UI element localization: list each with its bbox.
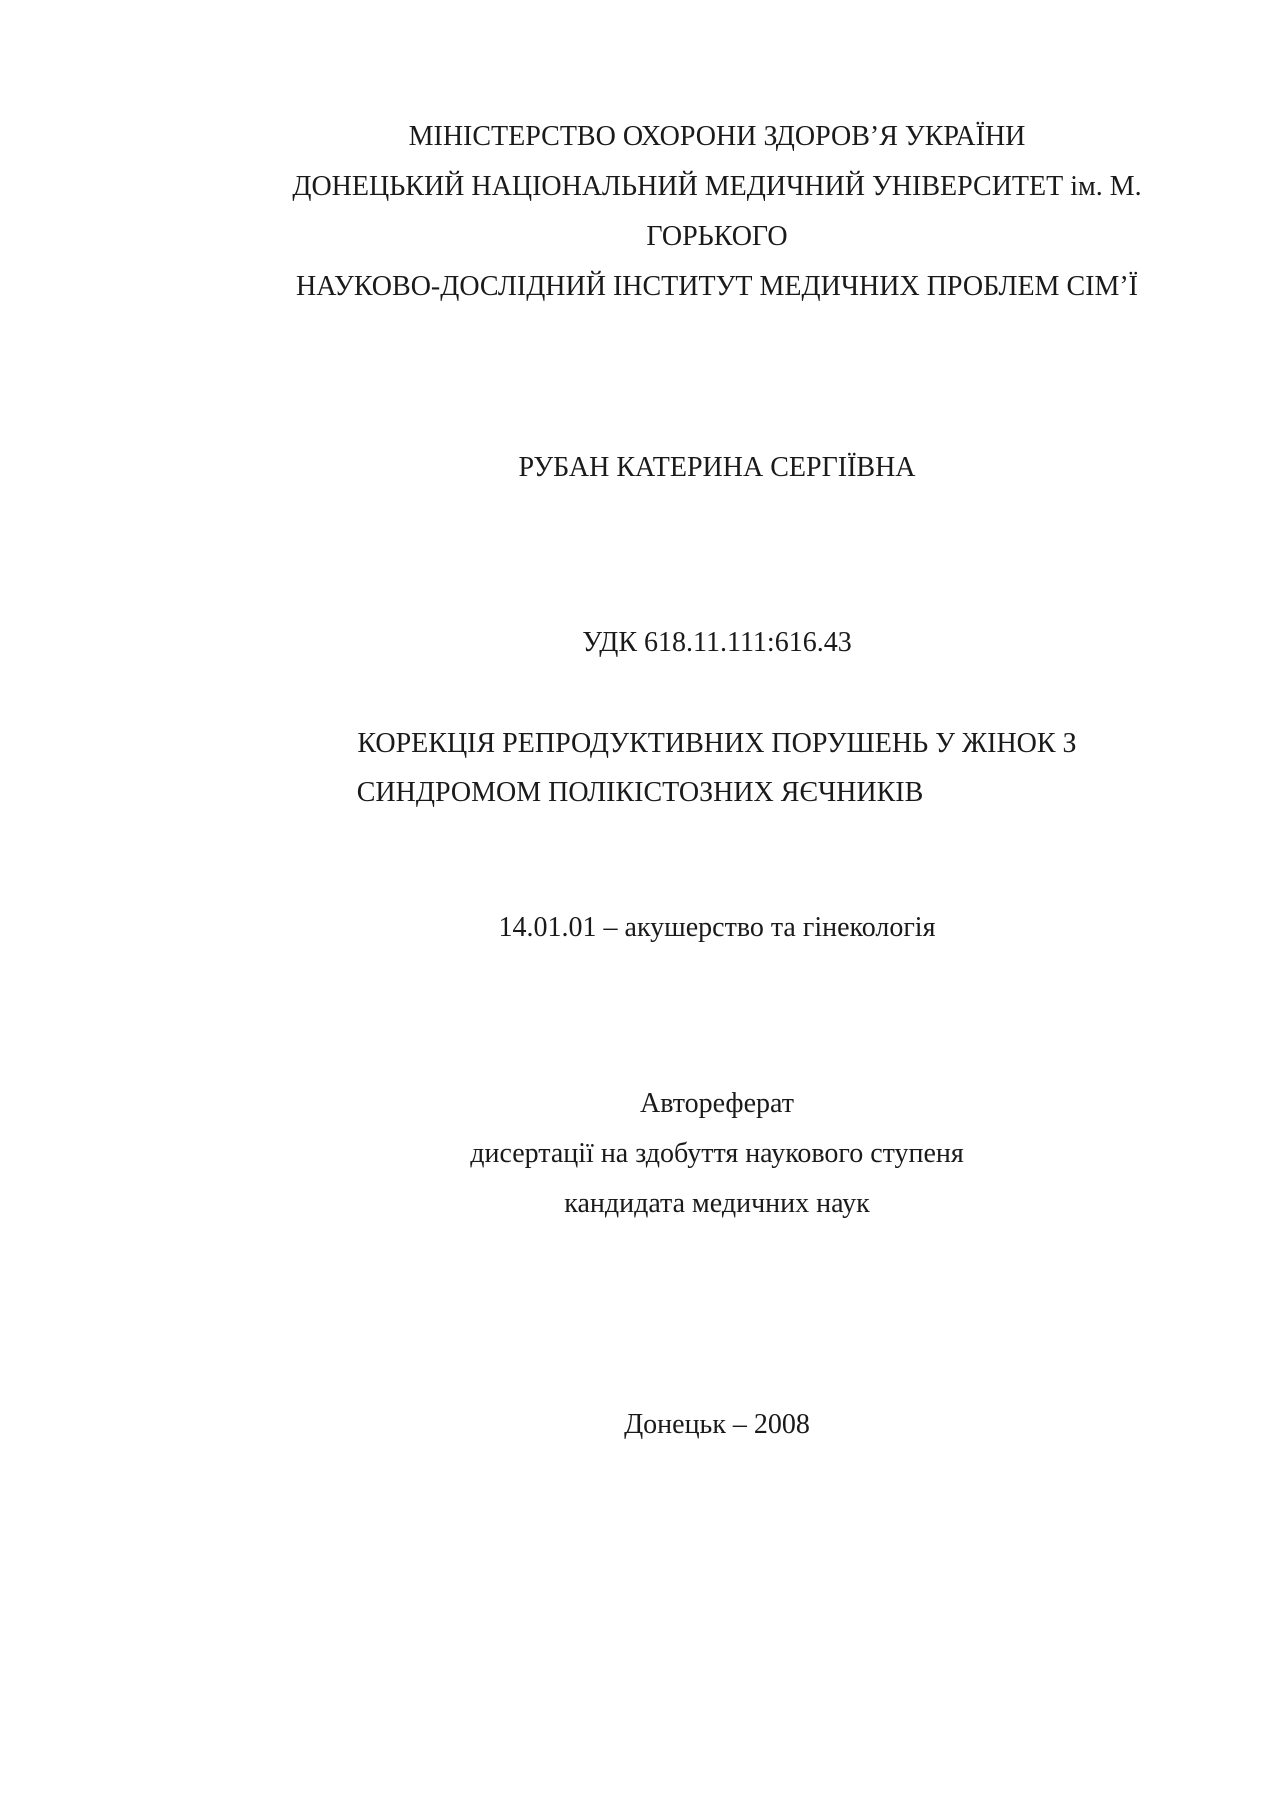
university-heading-line2: ГОРЬКОГО bbox=[646, 221, 788, 252]
udc-code: УДК 618.11.111:616.43 bbox=[582, 627, 852, 658]
institute-heading: НАУКОВО-ДОСЛІДНИЙ ІНСТИТУТ МЕДИЧНИХ ПРОБЛЕМ СІМ’Ї bbox=[296, 271, 1138, 302]
document-type-line3: кандидата медичних наук bbox=[564, 1188, 870, 1219]
ministry-heading: МІНІСТЕРСТВО ОХОРОНИ ЗДОРОВ’Я УКРАЇНИ bbox=[408, 121, 1026, 152]
document-type-line2: дисертації на здобуття наукового ступеня bbox=[470, 1138, 964, 1169]
author-name: РУБАН КАТЕРИНА СЕРГІЇВНА bbox=[518, 452, 916, 483]
specialty: 14.01.01 – акушерство та гінекологія bbox=[498, 912, 936, 943]
title-line1: КОРЕКЦІЯ РЕПРОДУКТИВНИХ ПОРУШЕНЬ У ЖІНОК З bbox=[357, 728, 1077, 759]
document-type-line1: Автореферат bbox=[640, 1088, 794, 1119]
university-heading-line1: ДОНЕЦЬКИЙ НАЦІОНАЛЬНИЙ МЕДИЧНИЙ УНІВЕРСИТЕТ ім. М. bbox=[292, 171, 1142, 202]
place-and-year: Донецьк – 2008 bbox=[624, 1409, 810, 1440]
title-line2: СИНДРОМОМ ПОЛІКІСТОЗНИХ ЯЄЧНИКІВ bbox=[356, 777, 924, 808]
